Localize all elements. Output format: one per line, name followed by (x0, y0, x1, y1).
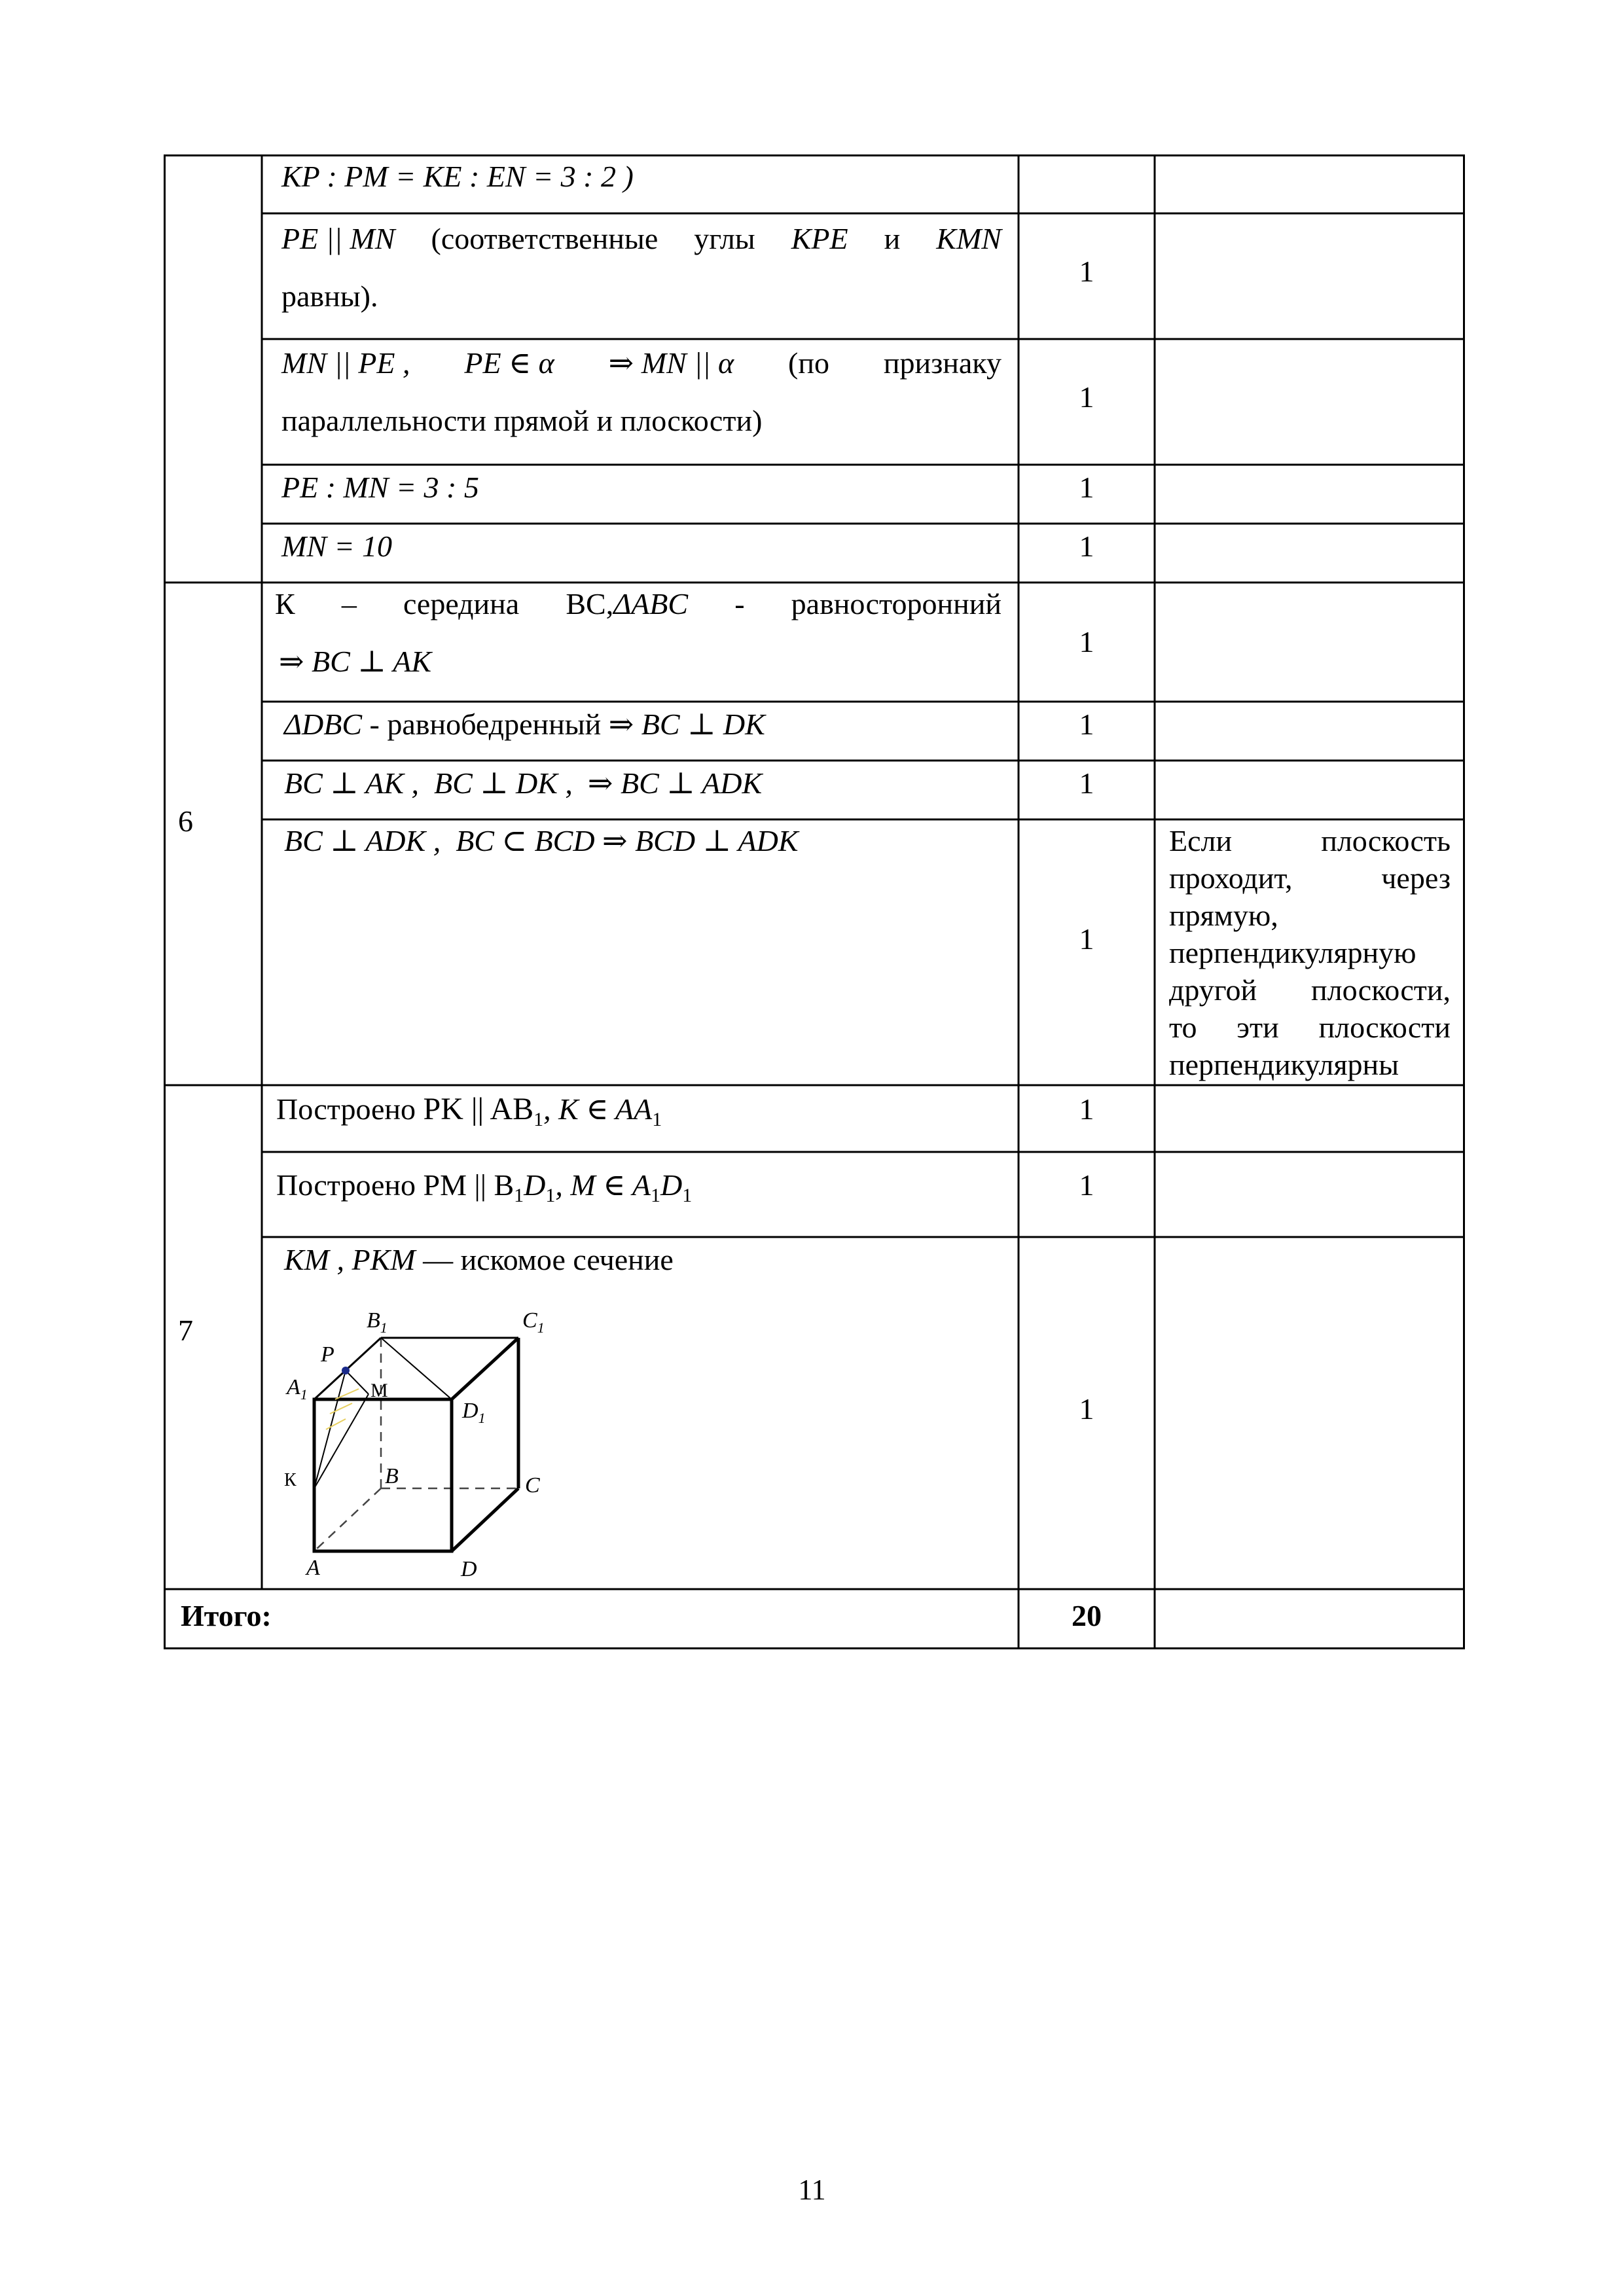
row-points: 1 (1079, 766, 1094, 800)
row-formula: PE : MN = 3 : 5 (281, 471, 479, 504)
row-points: 1 (1079, 529, 1094, 563)
label-b: B (385, 1464, 399, 1488)
belongs-formula: , K ∈ AA (543, 1092, 653, 1126)
label-p: P (321, 1342, 334, 1367)
implication-formula: ⇒ BC ⊥ DK (608, 708, 765, 741)
subscript: 1 (652, 1109, 662, 1130)
statement-word: - (734, 587, 745, 620)
statement-word: равны). (281, 279, 378, 313)
cube-section-figure (275, 1301, 641, 1589)
total-points: 20 (1072, 1599, 1102, 1632)
note-line: другой плоскости, (1169, 973, 1451, 1007)
note-line: перпендикулярны (1169, 1048, 1399, 1081)
row-statement (276, 1166, 1003, 1215)
row-points: 1 (1079, 380, 1094, 414)
label-k: К (284, 1470, 297, 1490)
parallel-formula: PE || MN (281, 222, 395, 255)
label-a1: $A_1$ (287, 1375, 308, 1403)
label-d1: $D_1$ (462, 1399, 486, 1426)
row-points: 1 (1079, 1392, 1094, 1426)
row-points: 1 (1079, 922, 1094, 956)
label-a: A (306, 1556, 320, 1580)
note-line: Если плоскость (1169, 824, 1451, 857)
statement-word: (по (788, 346, 829, 380)
segment-letter: D (660, 1168, 683, 1202)
belongs-formula: PE ∈ α (464, 346, 554, 380)
note-text (1169, 822, 1451, 1083)
grading-table (164, 154, 1465, 1649)
row-formula: BC ⊥ AK , BC ⊥ DK , ⇒ BC ⊥ ADK (284, 766, 763, 800)
statement-word: ВС, (566, 587, 614, 620)
problem-number: 6 (178, 804, 193, 838)
page-number: 11 (798, 2174, 826, 2206)
implication-formula: ⇒ BC ⊥ AK (279, 645, 432, 678)
triangle-name: ΔABC (613, 587, 689, 620)
note-line: то эти плоскости (1169, 1011, 1451, 1044)
label-b1: $B_1$ (367, 1308, 388, 1336)
label-c1: $C_1$ (522, 1308, 545, 1336)
statement-word: Построено (276, 1168, 416, 1202)
label-d: D (461, 1557, 477, 1581)
subscript: 1 (545, 1185, 556, 1206)
statement-word: (соответственные (431, 222, 659, 255)
implication-formula: ⇒ MN || α (608, 346, 734, 380)
row-points: 1 (1079, 1168, 1094, 1202)
point-p-marker (342, 1367, 350, 1374)
label-m: M (370, 1380, 388, 1401)
row-points: 1 (1079, 471, 1094, 504)
problem-number: 7 (178, 1314, 193, 1347)
note-line: проходит, через (1169, 861, 1451, 895)
segment-formula: PK || AB (423, 1092, 534, 1126)
angle-name: KPE (791, 222, 848, 255)
subscript: 1 (533, 1109, 544, 1130)
row-points: 1 (1079, 708, 1094, 741)
statement-word: середина (403, 587, 520, 620)
subscript: 1 (514, 1185, 524, 1206)
statement-word: К (275, 587, 295, 620)
row-points: 1 (1079, 1092, 1094, 1126)
note-line: прямую, (1169, 899, 1278, 932)
triangle-name: ΔDBC (284, 708, 362, 741)
row-statement (284, 1241, 1004, 1279)
total-label: Итого: (181, 1599, 272, 1632)
statement-text: - равнобедренный (369, 708, 602, 741)
segment-formula: PM || B (423, 1168, 514, 1202)
row-statement (281, 344, 1001, 440)
statement-word: углы (694, 222, 755, 255)
row-points: 1 (1079, 625, 1094, 658)
row-points: 1 (1079, 255, 1094, 288)
row-formula: MN = 10 (281, 529, 393, 563)
segment-letter: D (524, 1168, 546, 1202)
row-statement (275, 585, 1001, 681)
belongs-formula: , M ∈ A (555, 1168, 651, 1202)
row-statement (276, 1090, 1003, 1139)
statement-text: параллельности прямой и плоскости) (281, 404, 763, 437)
row-formula: KP : PM = KE : EN = 3 : 2 ) (281, 160, 634, 193)
statement-word: Построено (276, 1092, 416, 1126)
statement-word: и (884, 222, 901, 255)
statement-word: равносторонний (791, 587, 1001, 620)
section-formula: KM , PKM (284, 1243, 416, 1276)
statement-word: признаку (883, 346, 1001, 380)
subscript: 1 (682, 1185, 693, 1206)
statement-text: — искомое сечение (423, 1243, 674, 1276)
subscript: 1 (651, 1185, 661, 1206)
angle-name: KMN (936, 222, 1001, 255)
label-c: C (525, 1473, 540, 1498)
row-formula: BC ⊥ ADK , BC ⊂ BCD ⇒ BCD ⊥ ADK (284, 824, 799, 857)
row-statement (281, 220, 1001, 315)
statement-word: – (341, 587, 357, 620)
note-line: перпендикулярную (1169, 936, 1416, 969)
parallel-formula: MN || PE , (281, 346, 410, 380)
row-statement (284, 706, 1004, 744)
